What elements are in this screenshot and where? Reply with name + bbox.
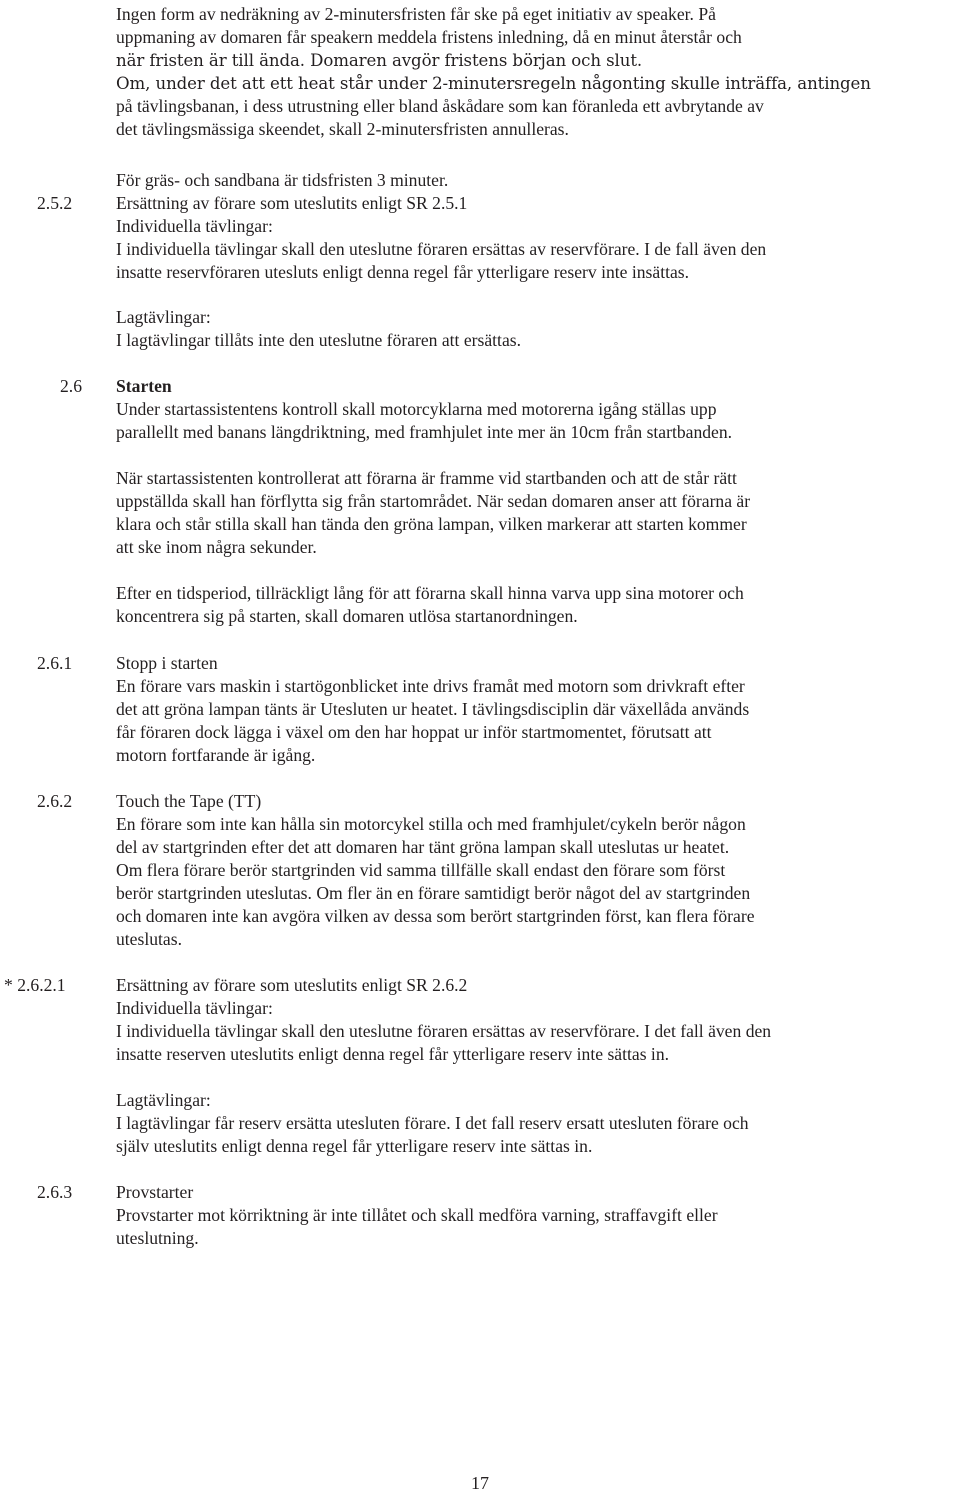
text-line: Om flera förare berör startgrinden vid samma tillfälle skall endast den förare som först <box>116 860 726 880</box>
section-title: Provstarter <box>116 1182 194 1202</box>
text-line: uteslutas. <box>116 929 182 949</box>
text-line: I individuella tävlingar skall den uteslutne föraren ersättas av reservförare. I de fall även den <box>116 239 767 259</box>
section-title: Stopp i starten <box>116 653 218 673</box>
text-line: på tävlingsbanan, i dess utrustning eller bland åskådare som kan föranleda ett avbrytande av <box>116 96 764 116</box>
section-number: 2.6.3 <box>37 1182 73 1202</box>
section-number: 2.6 <box>60 376 82 396</box>
page-number: 17 <box>471 1473 489 1493</box>
text-line: motorn fortfarande är igång. <box>116 745 316 765</box>
text-line: När startassistenten kontrollerat att förarna är framme vid startbanden och att de står rätt <box>116 468 737 488</box>
text-line: I lagtävlingar tillåts inte den uteslutne föraren att ersättas. <box>116 330 521 350</box>
text-line: insatte reservföraren utesluts enligt denna regel får ytterligare reserv inte insättas. <box>116 262 690 282</box>
section-number: 2.6.2 <box>37 791 73 811</box>
text-line: del av startgrinden efter det att domaren har tänt gröna lampan skall uteslutas ur heatet. <box>116 837 730 857</box>
text-line: I individuella tävlingar skall den uteslutne föraren ersättas av reservförare. I det fall även den <box>116 1021 772 1041</box>
text-line: uppställda skall han förflytta sig från startområdet. När sedan domaren anser att förarna är <box>116 491 751 511</box>
text-line: det tävlingsmässiga skeendet, skall 2-minutersfristen annulleras. <box>116 119 569 139</box>
text-line: uppmaning av domaren får speakern meddela fristens inledning, då en minut återstår och <box>116 27 742 47</box>
section-number: 2.6.1 <box>37 653 73 673</box>
text-line: Om, under det att ett heat står under 2-minutersregeln någonting skulle inträffa, antingen <box>116 74 871 93</box>
subheading-individual: Individuella tävlingar: <box>116 998 273 1018</box>
text-line: klara och står stilla skall han tända den gröna lampan, vilken markerar att starten kommer <box>116 514 747 534</box>
text-line: Efter en tidsperiod, tillräckligt lång för att förarna skall hinna varva upp sina motorer och <box>116 583 744 603</box>
section-number: 2.5.2 <box>37 193 73 213</box>
section-title: Ersättning av förare som uteslutits enligt SR 2.6.2 <box>116 975 468 995</box>
section-title: Ersättning av förare som uteslutits enligt SR 2.5.1 <box>116 193 468 213</box>
text-line: koncentrera sig på starten, skall domaren utlösa startanordningen. <box>116 606 578 626</box>
text-line: insatte reserven uteslutits enligt denna regel får ytterligare reserv inte sättas in. <box>116 1044 670 1064</box>
text-line: att ske inom några sekunder. <box>116 537 317 557</box>
text-line: det att gröna lampan tänts är Utesluten ur heatet. I tävlingsdisciplin där växellåda används <box>116 699 750 719</box>
text-line: får föraren dock lägga i växel om den har hoppat ur inför startmomentet, förutsatt att <box>116 722 712 742</box>
text-line: uteslutning. <box>116 1228 199 1248</box>
text-line: I lagtävlingar får reserv ersätta utesluten förare. I det fall reserv ersatt utesluten förare och <box>116 1113 749 1133</box>
text-line: själv uteslutits enligt denna regel får ytterligare reserv inte sättas in. <box>116 1136 593 1156</box>
text-line: parallellt med banans längdriktning, med framhjulet inte mer än 10cm från startbanden. <box>116 422 733 442</box>
intro-paragraph-3: För gräs- och sandbana är tidsfristen 3 minuter. <box>116 170 449 190</box>
section-number: * 2.6.2.1 <box>4 975 66 995</box>
text-line: En förare vars maskin i startögonblicket inte drivs framåt med motorn som drivkraft efter <box>116 676 745 696</box>
text-line: Under startassistentens kontroll skall motorcyklarna med motorerna igång ställas upp <box>116 399 717 419</box>
section-title: Touch the Tape (TT) <box>116 791 262 811</box>
subheading-individual: Individuella tävlingar: <box>116 216 273 236</box>
text-line: Provstarter mot körriktning är inte tillåtet och skall medföra varning, straffavgift eller <box>116 1205 718 1225</box>
text-line: berör startgrinden uteslutas. Om fler än en förare samtidigt berör något del av startgrinden <box>116 883 751 903</box>
text-line: En förare som inte kan hålla sin motorcykel stilla och med framhjulet/cykeln berör någon <box>116 814 746 834</box>
subheading-team: Lagtävlingar: <box>116 307 211 327</box>
subheading-team: Lagtävlingar: <box>116 1090 211 1110</box>
text-line: när fristen är till ända. Domaren avgör fristens början och slut. <box>116 51 643 70</box>
text-line: Ingen form av nedräkning av 2-minutersfristen får ske på eget initiativ av speaker. På <box>116 4 716 24</box>
section-title: Starten <box>116 376 172 396</box>
text-line: och domaren inte kan avgöra vilken av dessa som berört startgrinden först, kan flera förare <box>116 906 755 926</box>
